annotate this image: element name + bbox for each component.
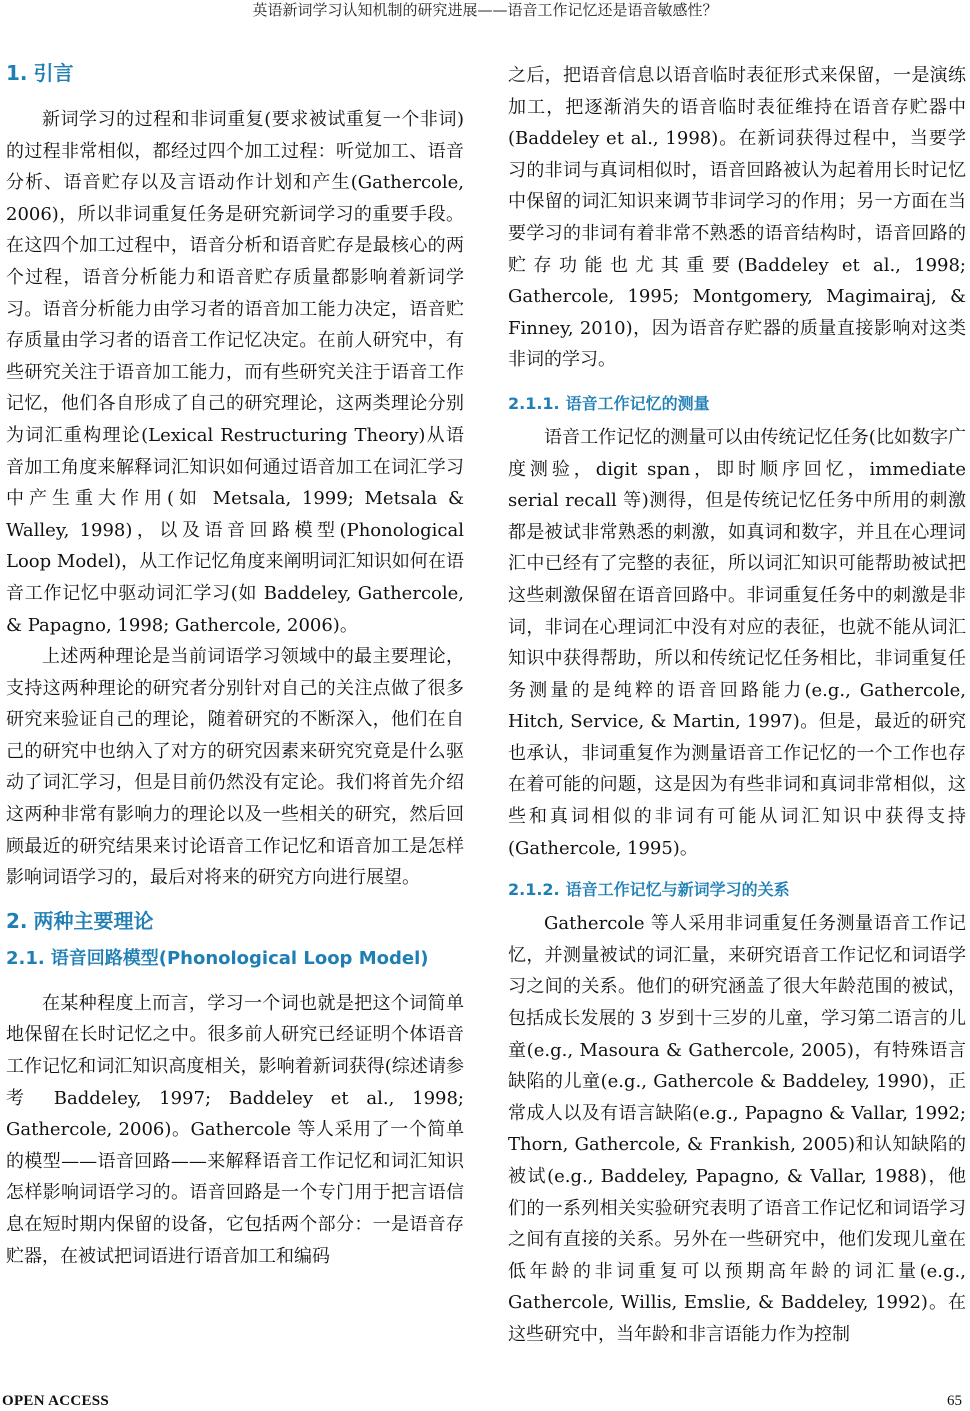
subsection-number: 2.1.	[6, 947, 45, 969]
section-title: 两种主要理论	[33, 908, 154, 933]
subsection-heading-phonological-loop	[6, 944, 464, 974]
section-heading-introduction	[6, 58, 464, 88]
subsubsection-heading-relationship	[508, 876, 966, 904]
section-number: 1.	[6, 61, 28, 85]
section-title: 引言	[33, 61, 74, 85]
subsubsection-number: 2.1.2.	[508, 880, 560, 900]
open-access-label: OPEN ACCESS	[2, 1393, 110, 1409]
paragraph: 语音工作记忆的测量可以由传统记忆任务(比如数字广度测验，digit span，即时顺序回忆，immediate serial recall 等)测得，但是传统记忆任务中所用的刺激都是被试非常熟悉的刺激，如真词和数字，并且在心理词汇中已经有了完整的表征，所以词汇知识可能帮助被试把这些刺激保留在语音回路中。非词重复任务中的刺激是非词，非词在心理词汇中没有对应的表征，也就不能从词汇知识中获得帮助，所以和传统记忆任务相比，非词重复任务测量的是纯粹的语音回路能力(e.g., Gathercole, Hitch, Service, & Martin, 1997)。但是，最近的研究也承认，非词重复作为测量语音工作记忆的一个工作也存在着可能的问题，这是因为有些非词和真词非常相似，这些和真词相似的非词有可能从词汇知识中获得支持(Gathercole, 1995)。	[508, 426, 966, 859]
paragraph: 在某种程度上而言，学习一个词也就是把这个词简单地保留在长时记忆之中。很多前人研究已经证明个体语音工作记忆和词汇知识高度相关，影响着新词获得(综述请参考 Baddeley, 1997; Baddeley et al., 1998; Gathercole, 2006)。Gathercole 等人采用了一个简单的模型——语音回路——来解释语音工作记忆和词汇知识怎样影响词语学习的。语音回路是一个专门用于把言语信息在短时期内保留的设备，它包括两个部分：一是语音存贮器，在被试把词语进行语音加工和编码	[6, 992, 464, 1267]
left-column	[6, 58, 464, 1272]
subsubsection-number: 2.1.1.	[508, 393, 560, 413]
paragraph: 新词学习的过程和非词重复(要求被试重复一个非词)的过程非常相似，都经过四个加工过程：听觉加工、语音分析、语音贮存以及言语动作计划和产生(Gathercole, 2006)，所以非词重复任务是研究新词学习的重要手段。在这四个加工过程中，语音分析和语音贮存是最核心的两个过程，语音分析能力和语音贮存质量都影响着新词学习。语音分析能力由学习者的语音加工能力决定，语音贮存质量由学习者的语音工作记忆决定。在前人研究中，有些研究关注于语音加工能力，而有些研究关注于语音工作记忆，他们各自形成了自己的研究理论，这两类理论分别为词汇重构理论(Lexical Restructuring Theory)从语音加工角度来解释词汇知识如何通过语音加工在词汇学习中产生重大作用(如 Metsala, 1999; Metsala & Walley, 1998)，以及语音回路模型(Phonological Loop Model)，从工作记忆角度来阐明词汇知识如何在语音工作记忆中驱动词汇学习(如 Baddeley, Gathercole, & Papagno, 1998; Gathercole, 2006)。	[6, 109, 464, 636]
subsubsection-title: 语音工作记忆的测量	[565, 393, 710, 413]
section-number: 2.	[6, 908, 28, 933]
page-footer	[0, 1392, 970, 1411]
subsubsection-title: 语音工作记忆与新词学习的关系	[565, 880, 790, 900]
paragraph: 之后，把语音信息以语音临时表征形式来保留，一是演练加工，把逐渐消失的语音临时表征维持在语音存贮器中(Baddeley et al., 1998)。在新词获得过程中，当要学习的非词与真词相似时，语音回路被认为起着用长时记忆中保留的词汇知识来调节非词学习的作用；另一方面在当要学习的非词有着非常不熟悉的语音结构时，语音回路的贮存功能也尤其重要(Baddeley et al., 1998; Gathercole, 1995; Montgomery, Magimairaj, & Finney, 2010)，因为语音存贮器的质量直接影响对这类非词的学习。	[508, 65, 966, 371]
subsubsection-heading-measurement	[508, 390, 966, 418]
page-number: 65	[947, 1393, 962, 1409]
running-head-title: 英语新词学习认知机制的研究进展——语音工作记忆还是语音敏感性？	[252, 1, 718, 19]
section-heading-two-theories	[6, 906, 464, 936]
right-column	[508, 60, 966, 1351]
paragraph: Gathercole 等人采用非词重复任务测量语音工作记忆，并测量被试的词汇量，来研究语音工作记忆和词语学习之间的关系。他们的研究涵盖了很大年龄范围的被试，包括成长发展的 3 岁到十三岁的儿童，学习第二语言的儿童(e.g., Masoura & Gathercole, 2005)，有特殊语言缺陷的儿童(e.g., Gathercole & Baddeley, 1990)，正常成人以及有语言缺陷(e.g., Papagno & Vallar, 1992; Thorn, Gathercole, & Frankish, 2005)和认知缺陷的被试(e.g., Baddeley, Papagno, & Vallar, 1988)，他们的一系列相关实验研究表明了语音工作记忆和词语学习之间有直接的关系。另外在一些研究中，他们发现儿童在低年龄的非词重复可以预期高年龄的词汇量(e.g., Gathercole, Willis, Emslie, & Baddeley, 1992)。在这些研究中，当年龄和非言语能力作为控制	[508, 913, 966, 1345]
paragraph: 上述两种理论是当前词语学习领域中的最主要理论，支持这两种理论的研究者分别针对自己的关注点做了很多研究来验证自己的理论，随着研究的不断深入，他们在自己的研究中也纳入了对方的研究因素来研究究竟是什么驱动了词汇学习，但是目前仍然没有定论。我们将首先介绍这两种非常有影响力的理论以及一些相关的研究，然后回顾最近的研究结果来讨论语音工作记忆和语音加工是怎样影响词语学习的，最后对将来的研究方向进行展望。	[6, 646, 464, 889]
subsection-title: 语音回路模型(Phonological Loop Model)	[50, 947, 429, 969]
